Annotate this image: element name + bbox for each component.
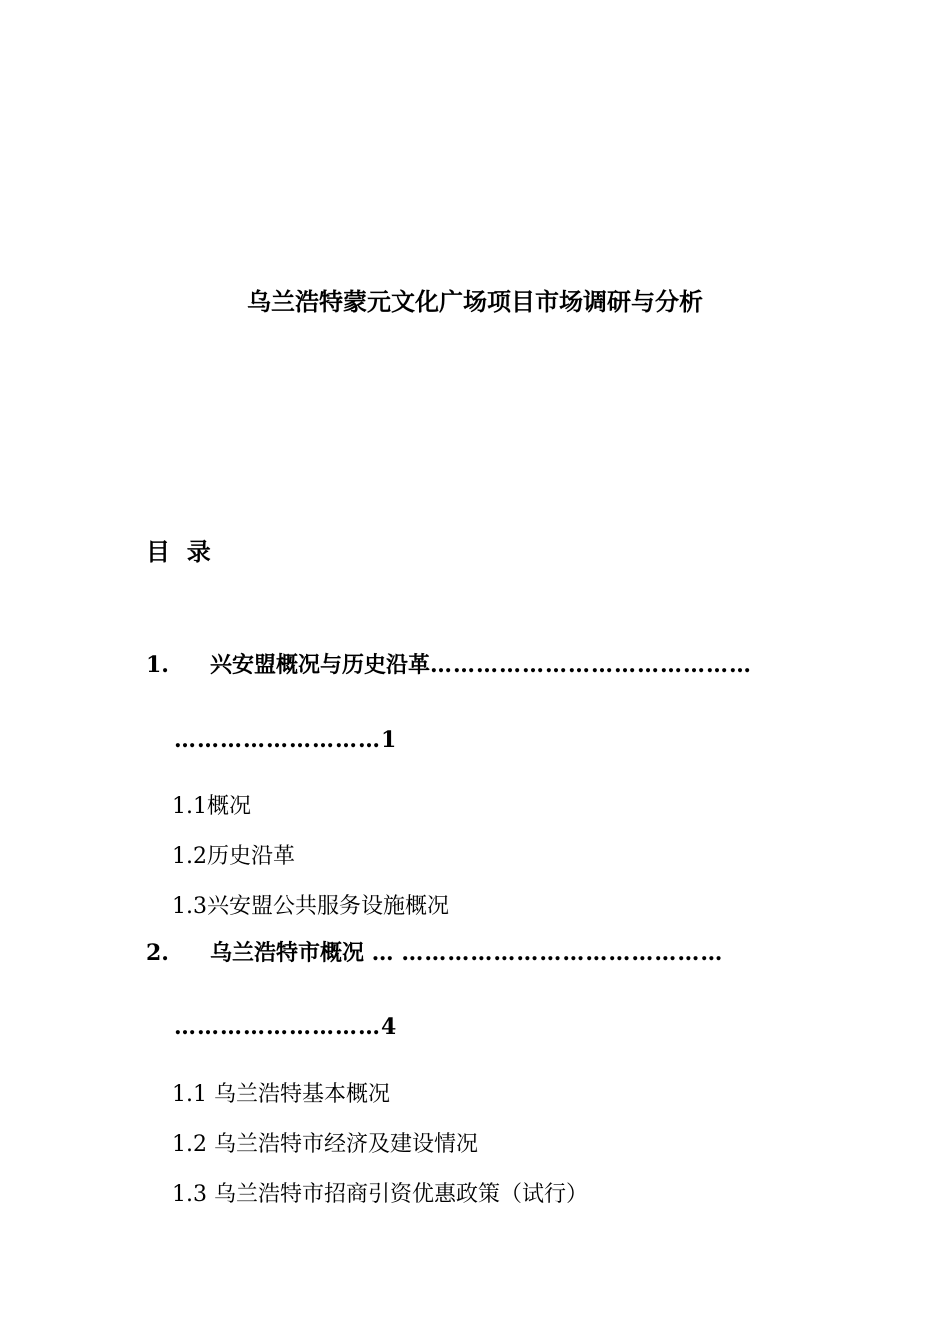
page-number: 4: [381, 1014, 397, 1040]
chapter-number: 1.: [146, 652, 169, 678]
chapter-title: 乌兰浩特市概况 …: [210, 940, 394, 966]
toc-chapter-page-line: [174, 1014, 396, 1040]
toc-heading: 目 录: [146, 537, 211, 566]
document-title: 乌兰浩特蒙元文化广场项目市场调研与分析: [247, 287, 703, 316]
chapter-number: 2.: [146, 940, 169, 966]
toc-section-entry[interactable]: 1.2 乌兰浩特市经济及建设情况: [172, 1132, 478, 1157]
toc-section-entry[interactable]: 1.1 乌兰浩特基本概况: [172, 1082, 390, 1107]
dot-leader: ……………………………………: [401, 940, 724, 966]
toc-chapter-page-line: [174, 727, 396, 753]
toc-section-entry[interactable]: 1.1概况: [172, 794, 251, 819]
toc-chapter-entry[interactable]: [146, 648, 806, 679]
page-number: 1: [381, 727, 397, 753]
toc-section-entry[interactable]: 1.3 乌兰浩特市招商引资优惠政策（试行）: [172, 1182, 588, 1207]
toc-section-entry[interactable]: 1.3兴安盟公共服务设施概况: [172, 894, 449, 919]
toc-chapter-entry[interactable]: [146, 936, 806, 967]
dot-leader: ……………………………………: [430, 652, 753, 678]
dot-leader: ………………………: [174, 727, 381, 753]
dot-leader: ………………………: [174, 1014, 381, 1040]
toc-section-entry[interactable]: 1.2历史沿革: [172, 844, 295, 869]
chapter-title: 兴安盟概况与历史沿革: [210, 652, 431, 678]
